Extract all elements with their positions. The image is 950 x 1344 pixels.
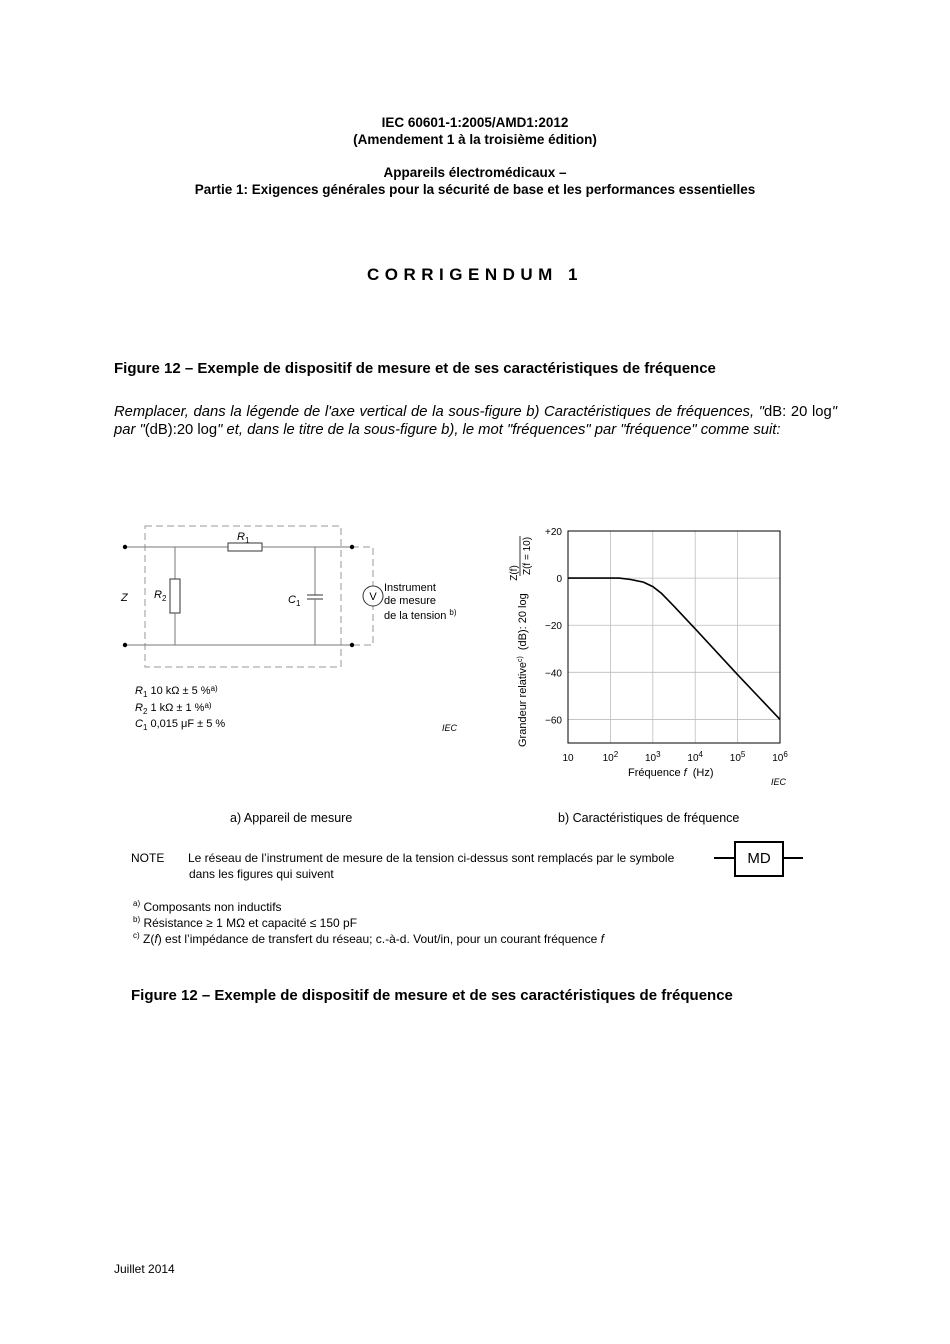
footnote-b: $^{b)}$ Résistance ≥ 1 MΩ et capacité ≤ 150 pF — [133, 915, 358, 930]
iec-mark-circuit: IEC — [442, 723, 458, 733]
y-axis-label: Grandeur relative$^{c)}$(dB): 20 log — [517, 593, 529, 747]
c1-label: $C_1$ — [288, 594, 301, 608]
instruction-part1: Remplacer, dans la légende de l'axe vertical de la sous-figure b) Caractéristiques de fréquences, " — [114, 404, 764, 420]
chart-grid — [568, 531, 780, 743]
note-label: NOTE — [131, 851, 165, 865]
y-axis-fraction-denominator: Z(f = 10) — [522, 536, 533, 576]
instruction-part3: " et, dans le titre de la sous-figure b), le mot "fréquences" par "fréquence" comme suit: — [217, 422, 781, 438]
instruction-new-text: (dB):20 log — [144, 422, 218, 438]
y-tick-label: −60 — [545, 715, 562, 727]
frequency-chart — [505, 518, 805, 793]
terminal-dot — [350, 643, 354, 647]
spec-c1: $C_1$ 0,015 μF ± 5 % — [135, 718, 226, 732]
instruction-old-text: dB: 20 log — [763, 404, 832, 420]
note-text-line1: Le réseau de l’instrument de mesure de la tension ci-dessus sont remplacés par le symbole — [188, 851, 675, 865]
y-axis-ticks — [545, 527, 562, 726]
circuit-diagram — [110, 515, 470, 740]
x-tick-label: $10^3$ — [645, 750, 661, 764]
md-symbol: MD — [734, 841, 784, 877]
footer-date: Juillet 2014 — [114, 1262, 175, 1276]
footnote-a: $^{a)}$ Composants non inductifs — [133, 899, 282, 914]
amendment-edition: (Amendement 1 à la troisième édition) — [353, 132, 597, 147]
y-tick-label: 0 — [556, 574, 562, 586]
r2-label: $R_2$ — [154, 589, 167, 603]
chart-series — [568, 578, 780, 719]
md-lead-right — [782, 857, 803, 859]
instrument-label-line1: Instrument — [384, 582, 436, 594]
y-tick-label: −40 — [545, 668, 562, 680]
y-axis-fraction-numerator: Z(f) — [509, 565, 520, 581]
document-title-line1: Appareils électromédicaux – — [383, 165, 567, 180]
footnote-c: $^{c)}$ Z(f) est l’impédance de transfert du réseau; c.-à-d. Vout/in, pour un courant fréquence f — [133, 931, 604, 946]
y-tick-label: −20 — [545, 621, 562, 633]
terminal-dot — [350, 545, 354, 549]
series-line — [568, 578, 780, 719]
x-tick-label: $10^2$ — [602, 750, 619, 764]
r2-resistor — [170, 579, 180, 613]
x-axis-label: Fréquence f (Hz) — [628, 767, 714, 779]
instruction-paragraph — [114, 403, 837, 439]
section-title: Figure 12 – Exemple de dispositif de mesure et de ses caractéristiques de fréquence — [114, 360, 716, 377]
note-text-line2: dans les figures qui suivent — [189, 867, 334, 881]
spec-r1: $R_1$ 10 kΩ ± 5 %$^{a)}$ — [135, 684, 218, 699]
instruction-part2: " par " — [114, 404, 837, 438]
x-tick-label: 10 — [562, 753, 574, 764]
note-text — [188, 850, 718, 882]
x-tick-label: $10^6$ — [772, 750, 788, 764]
x-tick-label: $10^5$ — [729, 750, 746, 764]
document-title-line2: Partie 1: Exigences générales pour la sécurité de base et les performances essentielles — [194, 182, 756, 197]
z-label: Z — [121, 592, 128, 604]
figure-title: Figure 12 – Exemple de dispositif de mesure et de ses caractéristiques de fréquence — [131, 987, 733, 1004]
plot-area — [568, 531, 780, 743]
x-tick-label: $10^4$ — [687, 750, 703, 764]
y-tick-label: +20 — [545, 527, 562, 538]
iec-mark-chart: IEC — [771, 777, 787, 787]
instrument-label-line2: de mesure — [384, 595, 436, 607]
caption-b: b) Caractéristiques de fréquence — [558, 811, 740, 825]
terminal-dot — [123, 643, 127, 647]
md-lead-left — [714, 857, 736, 859]
voltmeter-label: V — [369, 591, 377, 603]
r1-label: $R_1$ — [237, 531, 250, 545]
corrigendum-title: CORRIGENDUM 1 — [366, 265, 583, 284]
x-axis-ticks — [562, 750, 788, 764]
spec-r2: $R_2$ 1 kΩ ± 1 %$^{a)}$ — [135, 701, 212, 716]
standard-reference: IEC 60601-1:2005/AMD1:2012 — [381, 115, 569, 130]
terminal-dot — [123, 545, 127, 549]
instrument-label-line3: de la tension $^{b)}$ — [384, 608, 457, 622]
caption-a: a) Appareil de mesure — [230, 811, 353, 825]
